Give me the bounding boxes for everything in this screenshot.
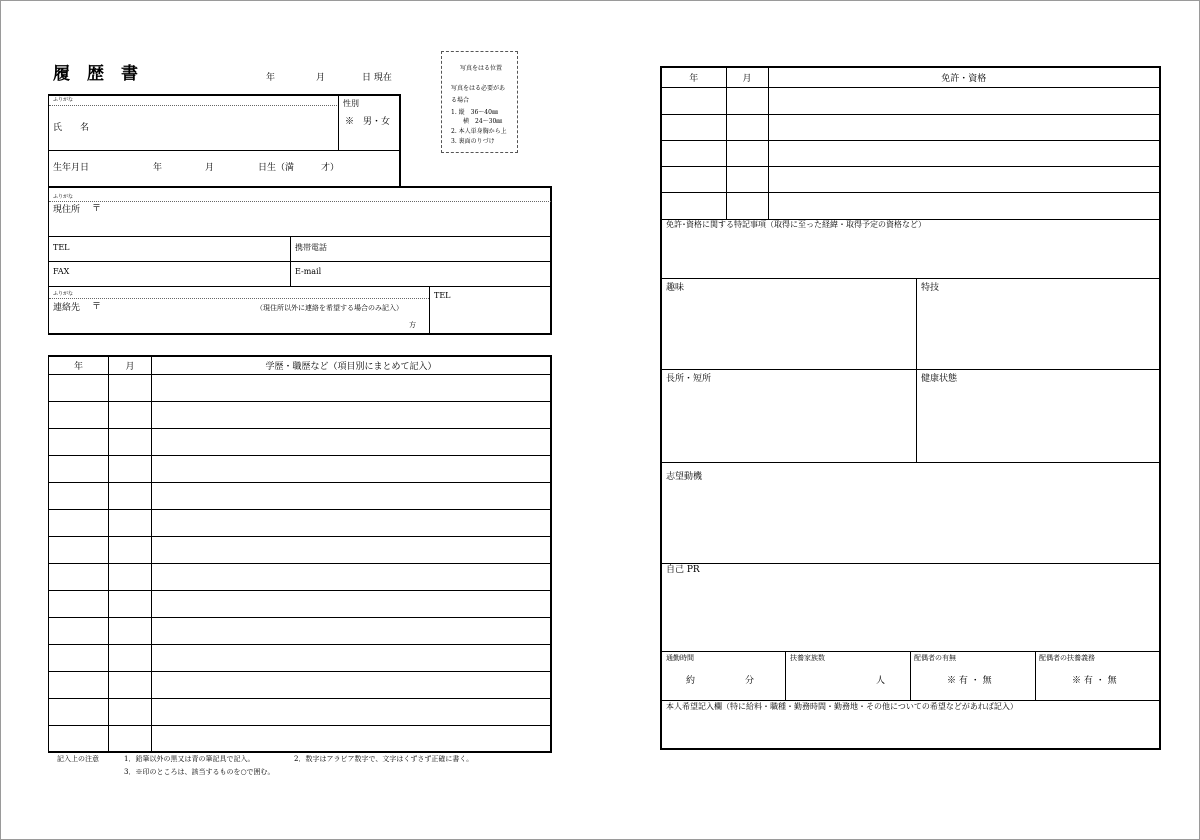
notes-label: 記入上の注意	[57, 755, 99, 763]
contact-furigana-line	[49, 298, 429, 299]
pr-field[interactable]	[664, 580, 1156, 648]
table-row[interactable]	[661, 87, 1160, 114]
table-row[interactable]	[49, 618, 552, 645]
table-row[interactable]	[49, 645, 552, 672]
table-row[interactable]	[49, 536, 552, 563]
dependents-divider	[910, 651, 911, 700]
email-label: E-mail	[295, 267, 322, 276]
table-row[interactable]	[49, 591, 552, 618]
motivation-divider	[661, 563, 1159, 564]
photo-note-line: 3. 裏面のりづけ	[451, 138, 495, 145]
address-label: 現住所	[53, 205, 81, 215]
mobile-label: 携帯電話	[295, 243, 327, 252]
address-top-edge	[400, 186, 552, 188]
commute-label: 通勤時間	[666, 654, 694, 662]
license-col-year: 年	[661, 67, 726, 87]
dependents-label: 扶養家族数	[790, 654, 825, 662]
health-label: 健康状態	[921, 374, 958, 384]
strength-label: 長所・短所	[666, 374, 712, 384]
photo-note-line: 1. 縦 36〜40㎜	[451, 109, 498, 116]
table-row[interactable]	[49, 455, 552, 482]
address-field[interactable]	[110, 203, 540, 233]
birth-label: 生年月日	[53, 163, 90, 173]
dependents-unit: 人	[876, 676, 886, 686]
skill-field[interactable]	[920, 298, 1156, 366]
date-year-label: 年	[266, 73, 276, 83]
name-field[interactable]	[120, 108, 330, 144]
commute-divider	[785, 651, 786, 700]
date-day-label: 日 現在	[362, 73, 392, 83]
photo-note-line: る場合	[451, 97, 470, 104]
table-row[interactable]	[49, 482, 552, 509]
contact-tel-label: TEL	[434, 291, 451, 300]
photo-area[interactable]	[441, 51, 518, 153]
fax-label: FAX	[53, 267, 70, 276]
table-row[interactable]	[49, 699, 552, 726]
strength-field[interactable]	[664, 389, 912, 459]
photo-note-line: 横 24〜30㎜	[451, 118, 503, 125]
request-field[interactable]	[664, 716, 1156, 746]
hobby-row-divider	[661, 369, 1159, 370]
fax-row-divider	[49, 286, 551, 287]
furigana-line	[49, 105, 337, 106]
photo-heading: 写真をはる位置	[460, 65, 503, 72]
commute-approx: 約	[686, 676, 696, 686]
name-label: 氏 名	[53, 123, 90, 133]
name-divider	[49, 150, 401, 151]
info-row-divider	[661, 700, 1159, 701]
gender-divider	[338, 95, 339, 150]
license-notes-field[interactable]	[664, 234, 1156, 276]
license-table	[660, 66, 1161, 220]
photo-note-line: 写真をはる必要があ	[451, 85, 506, 92]
contact-label: 連絡先	[53, 303, 81, 313]
address-furigana-label: ふりがな	[53, 194, 74, 200]
furigana-label: ふりがな	[53, 97, 74, 103]
table-row[interactable]	[49, 401, 552, 428]
table-row[interactable]	[661, 166, 1160, 192]
table-row[interactable]	[49, 428, 552, 455]
pr-label: 自己 PR	[666, 565, 700, 575]
birth-month-label: 月	[205, 163, 215, 173]
address-furigana-line	[49, 201, 551, 202]
motivation-label: 志望動機	[666, 472, 703, 482]
history-col-content: 学歴・職歴など（項目別にまとめて記入）	[152, 356, 552, 374]
birth-year-label: 年	[153, 163, 163, 173]
history-col-year: 年	[49, 356, 109, 374]
table-row[interactable]	[49, 374, 552, 401]
motivation-field[interactable]	[664, 486, 1156, 560]
dependents-field[interactable]	[800, 673, 870, 691]
hobby-label: 趣味	[666, 283, 685, 293]
history-col-month: 月	[109, 356, 152, 374]
address-postal-mark: 〒	[92, 204, 102, 214]
commute-field[interactable]	[700, 673, 740, 691]
contact-kata: 方	[409, 321, 416, 329]
note-2: 2．数字はアラビア数字で、文字はくずさず正確に書く。	[294, 755, 474, 763]
gender-options[interactable]: ※ 男・女	[345, 117, 391, 127]
hobby-skill-divider	[916, 278, 917, 462]
spouse-support-options[interactable]: ※ 有 ・ 無	[1072, 676, 1117, 686]
commute-min: 分	[745, 676, 755, 686]
license-col-month: 月	[726, 67, 768, 87]
skill-label: 特技	[921, 283, 940, 293]
contact-postal-mark: 〒	[92, 302, 102, 312]
license-col-content: 免許・資格	[768, 67, 1160, 87]
gender-label: 性別	[343, 99, 359, 108]
contact-note: （現住所以外に連絡を希望する場合のみ記入）	[256, 304, 403, 312]
date-month-label: 月	[316, 73, 326, 83]
table-row[interactable]	[661, 192, 1160, 219]
tel-row-divider	[49, 261, 551, 262]
photo-note-line: 2. 本人単身胸から上	[451, 128, 507, 135]
form-title: 履 歴 書	[53, 64, 138, 84]
birth-age-label: 日生（満 才）	[258, 163, 340, 173]
hobby-field[interactable]	[664, 298, 912, 366]
table-row[interactable]	[661, 140, 1160, 166]
table-row[interactable]	[49, 672, 552, 699]
table-row[interactable]	[661, 114, 1160, 140]
strength-row-divider	[661, 462, 1159, 463]
license-notes-label: 免許･資格に関する特記事項（取得に至った経緯・取得予定の資格など）	[666, 220, 926, 229]
health-field[interactable]	[920, 389, 1156, 459]
address-divider	[49, 236, 551, 237]
license-notes-divider	[661, 278, 1159, 279]
spouse-support-label: 配偶者の扶養義務	[1039, 654, 1095, 662]
note-1: 1．鉛筆以外の黒又は青の筆記具で記入。	[124, 755, 255, 763]
contact-tel-divider	[429, 286, 430, 334]
table-row[interactable]	[49, 726, 552, 752]
spouse-label: 配偶者の有無	[914, 654, 956, 662]
tel-label: TEL	[53, 243, 70, 252]
history-table	[48, 355, 552, 753]
table-row[interactable]	[49, 509, 552, 536]
note-3: 3．※印のところは、該当するものを○で囲む。	[124, 768, 275, 776]
request-label: 本人希望記入欄（特に給料・職種・勤務時間・勤務地・その他についての希望などがあれば記入）	[666, 702, 1018, 711]
spouse-options[interactable]: ※ 有 ・ 無	[947, 676, 992, 686]
contact-furigana-label: ふりがな	[53, 291, 74, 297]
table-row[interactable]	[49, 563, 552, 590]
spouse-divider	[1035, 651, 1036, 700]
